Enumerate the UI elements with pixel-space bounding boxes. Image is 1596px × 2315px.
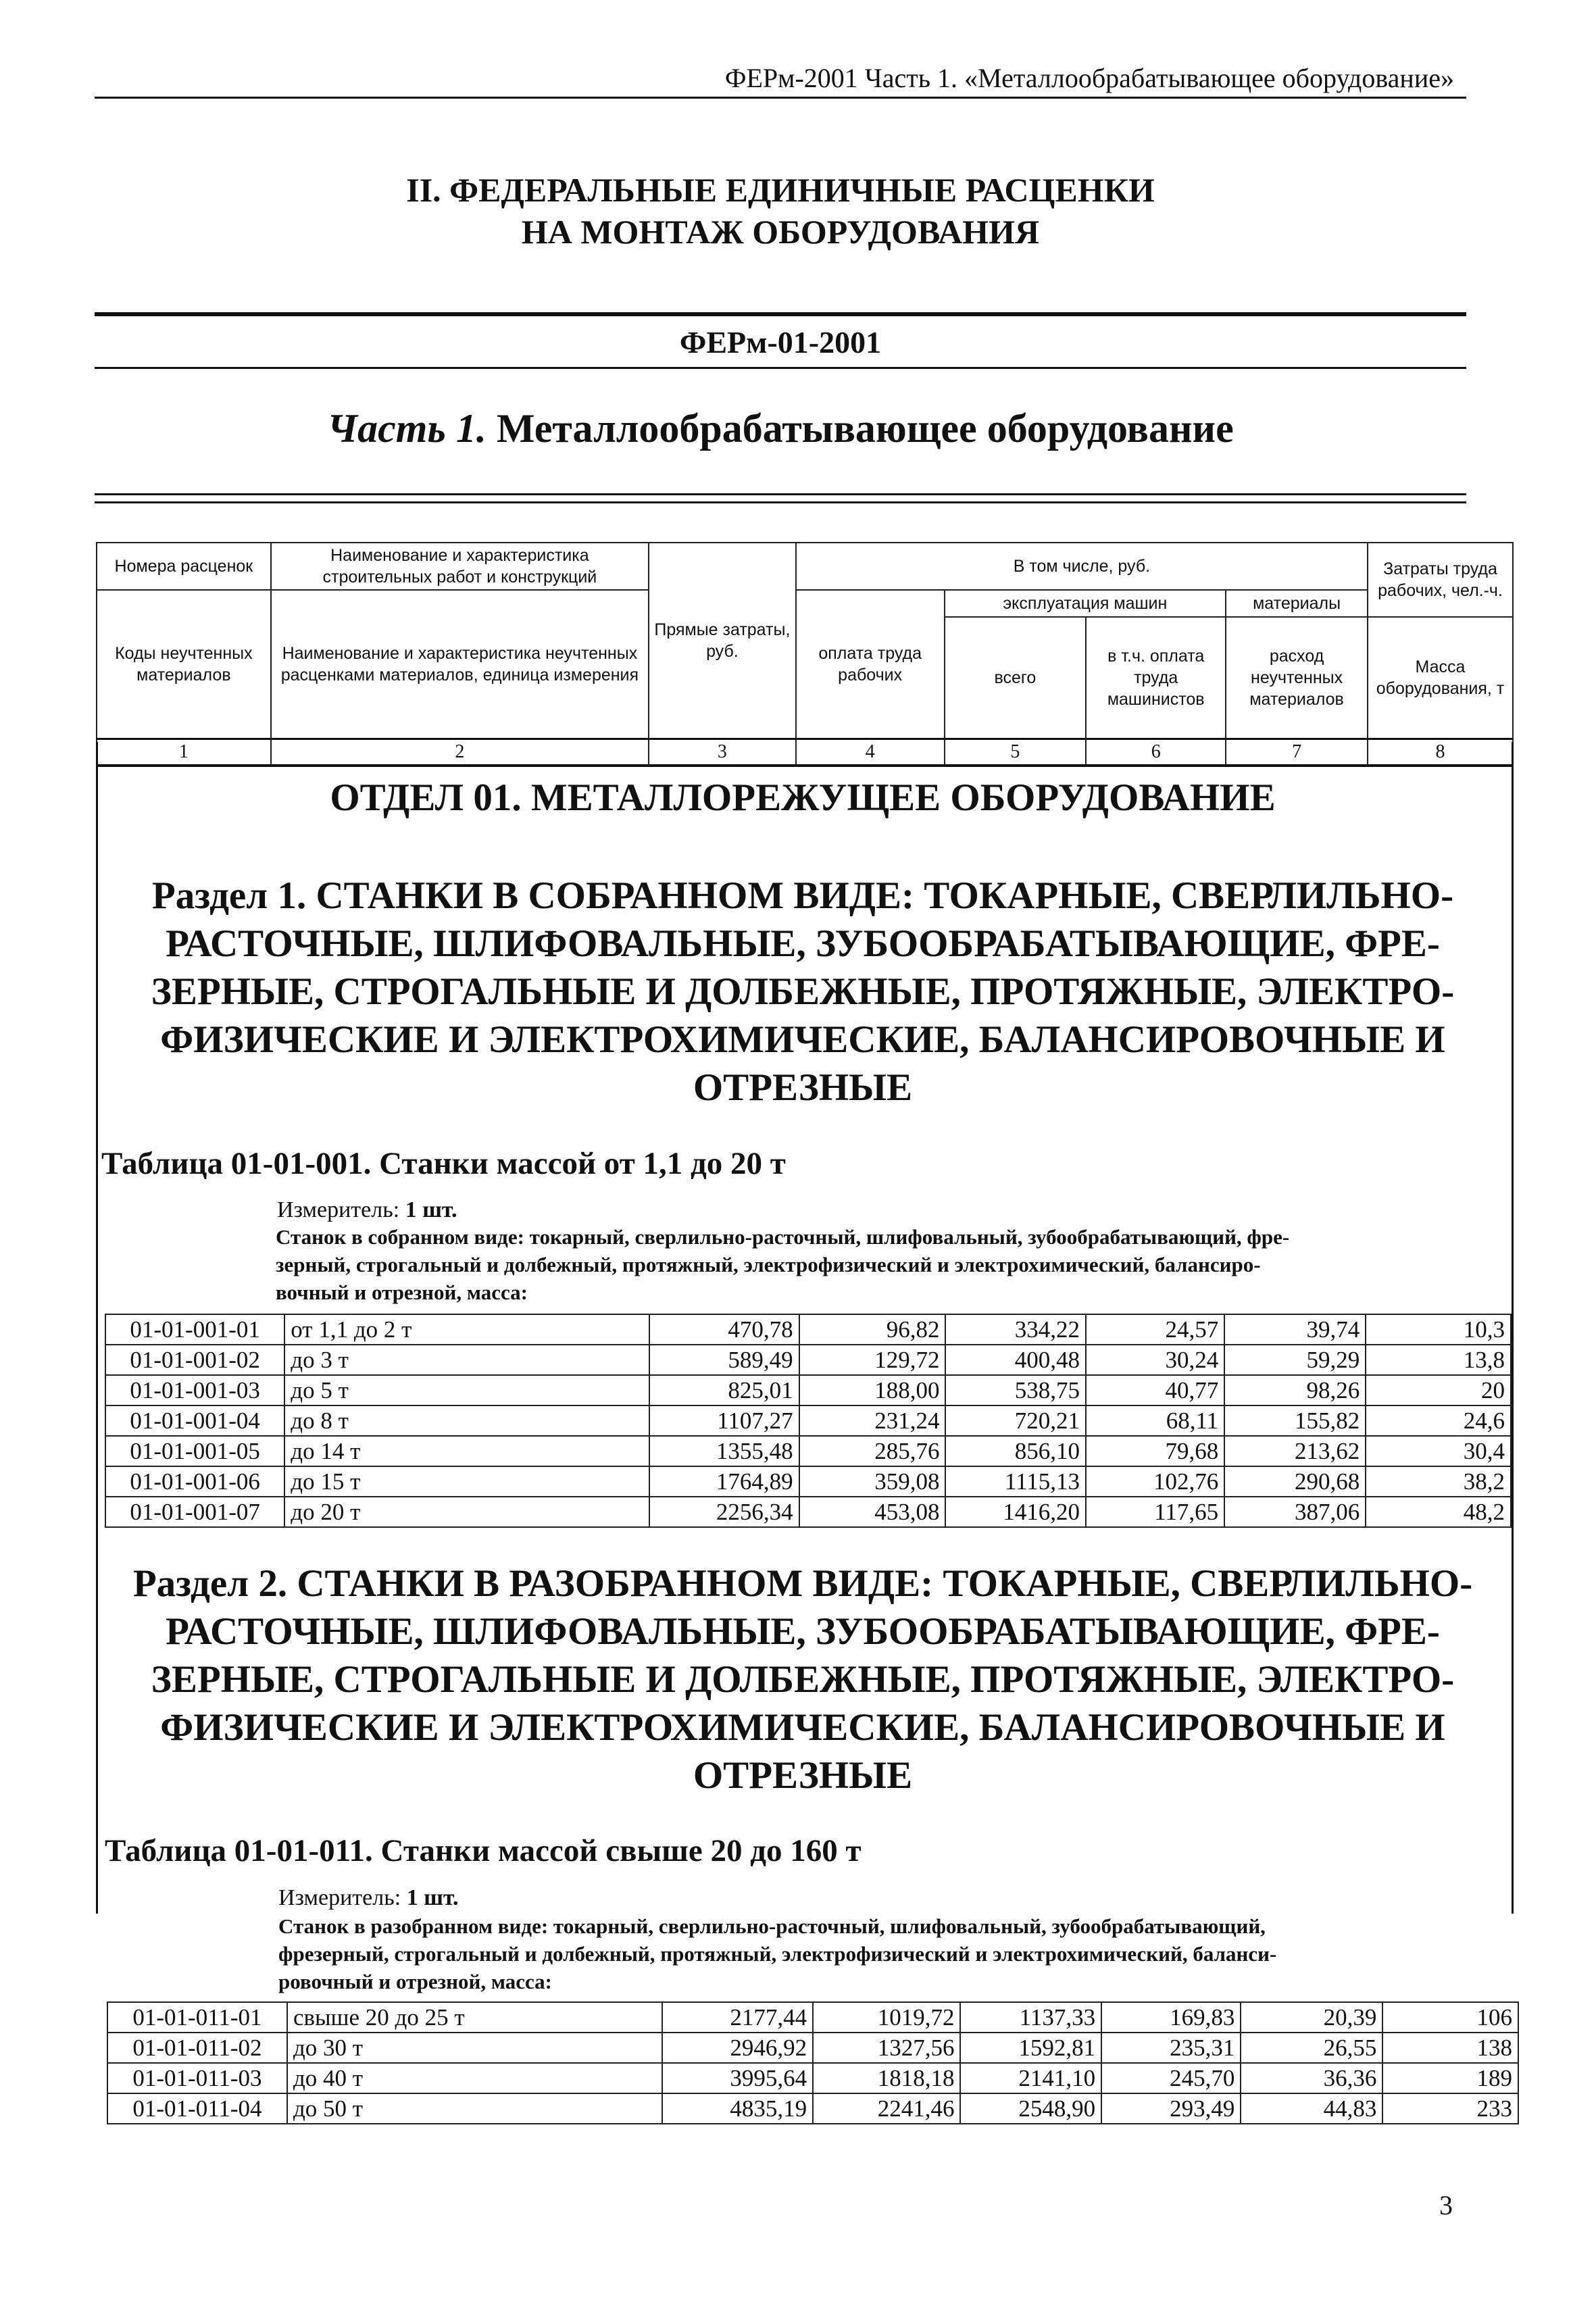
rate-name-cell: до 20 т [284, 1497, 649, 1527]
header-direct-costs: Прямые затраты, руб. [649, 543, 796, 739]
value-cell: 129,72 [799, 1345, 946, 1375]
section-title-line: ОТРЕЗНЫЕ [693, 1066, 913, 1109]
document-title-line: II. ФЕДЕРАЛЬНЫЕ ЕДИНИЧНЫЕ РАСЦЕНКИ [406, 171, 1155, 209]
value-cell: 2241,46 [813, 2093, 960, 2124]
rate-name-cell: от 1,1 до 2 т [284, 1314, 649, 1345]
column-number: 8 [1368, 739, 1513, 766]
value-cell: 20,39 [1241, 2002, 1382, 2033]
value-cell: 2177,44 [662, 2002, 813, 2033]
rate-name-cell: свыше 20 до 25 т [287, 2002, 662, 2033]
value-cell: 2548,90 [960, 2093, 1101, 2124]
header-machines: эксплуатация машин [945, 590, 1226, 617]
code-title: ФЕРм-01-2001 [679, 325, 882, 359]
document-title [95, 169, 1466, 253]
page-number: 3 [1439, 2190, 1453, 2220]
column-header-table [96, 542, 1514, 767]
header-labor-costs: Затраты труда рабочих, чел.-ч. [1368, 543, 1513, 617]
value-cell: 538,75 [945, 1375, 1086, 1405]
rate-code-cell: 01-01-011-04 [107, 2093, 287, 2124]
section-2-title [98, 1560, 1507, 1799]
header-machinist-pay: в т.ч. оплата труда машинистов [1086, 617, 1226, 739]
value-cell: 48,2 [1366, 1497, 1511, 1527]
header-machines-total: всего [945, 617, 1087, 739]
value-cell: 169,83 [1101, 2002, 1241, 2033]
title-rule [95, 312, 1466, 316]
table-row [107, 2002, 1518, 2033]
table-2-meter [278, 1885, 459, 1911]
section-title-line: Раздел 1. СТАНКИ В СОБРАННОМ ВИДЕ: ТОКАРНЫЕ, СВЕРЛИЛЬНО- [151, 874, 1454, 917]
rate-name-cell: до 8 т [284, 1405, 649, 1436]
value-cell: 39,74 [1224, 1314, 1366, 1345]
value-cell: 1327,56 [813, 2033, 960, 2063]
value-cell: 245,70 [1101, 2063, 1241, 2093]
value-cell: 96,82 [799, 1314, 946, 1345]
value-cell: 1764,89 [649, 1466, 799, 1497]
value-cell: 1818,18 [813, 2063, 960, 2093]
part-rule [95, 501, 1466, 503]
value-cell: 79,68 [1086, 1436, 1224, 1466]
value-cell: 68,11 [1086, 1405, 1224, 1436]
value-cell: 1137,33 [960, 2002, 1101, 2033]
value-cell: 188,00 [799, 1375, 946, 1405]
value-cell: 285,76 [799, 1436, 946, 1466]
value-cell: 98,26 [1224, 1375, 1366, 1405]
description-line: Станок в собранном виде: токарный, сверлильно-расточный, шлифовальный, зубообрабатывающий, фре- [276, 1225, 1290, 1249]
price-table-1 [105, 1314, 1512, 1528]
rate-code-cell: 01-01-001-05 [105, 1436, 284, 1466]
table-row [105, 1345, 1511, 1375]
description-line: ровочный и отрезной, масса: [278, 1970, 552, 1993]
value-cell: 290,68 [1224, 1466, 1366, 1497]
description-line: фрезерный, строгальный и долбежный, протяжный, электрофизический и электрохимический, баланси- [278, 1942, 1277, 1966]
value-cell: 334,22 [945, 1314, 1086, 1345]
value-cell: 1107,27 [649, 1405, 799, 1436]
section-title-line: ЗЕРНЫЕ, СТРОГАЛЬНЫЕ И ДОЛБЕЖНЫЕ, ПРОТЯЖНЫЕ, ЭЛЕКТРО- [151, 970, 1455, 1013]
value-cell: 387,06 [1224, 1497, 1366, 1527]
value-cell: 4835,19 [662, 2093, 813, 2124]
table-1-description [276, 1223, 1512, 1306]
rate-name-cell: до 50 т [287, 2093, 662, 2124]
value-cell: 231,24 [799, 1405, 946, 1436]
table-1-meter [277, 1197, 457, 1223]
rate-code-cell: 01-01-001-06 [105, 1466, 284, 1497]
rate-code-cell: 01-01-001-04 [105, 1405, 284, 1436]
value-cell: 117,65 [1086, 1497, 1224, 1527]
rate-name-cell: до 14 т [284, 1436, 649, 1466]
value-cell: 856,10 [945, 1436, 1086, 1466]
rate-code-cell: 01-01-001-02 [105, 1345, 284, 1375]
value-cell: 293,49 [1101, 2093, 1241, 2124]
header-work-name: Наименование и характеристика строительных работ и конструкций [271, 543, 649, 590]
rate-code-cell: 01-01-011-03 [107, 2063, 287, 2093]
description-line: зерный, строгальный и долбежный, протяжный, электрофизический и электрохимический, балансиро- [276, 1253, 1261, 1276]
value-cell: 10,3 [1366, 1314, 1511, 1345]
description-line: Станок в разобранном виде: токарный, сверлильно-расточный, шлифовальный, зубообрабатывающий, [278, 1914, 1266, 1938]
value-cell: 213,62 [1224, 1436, 1366, 1466]
header-worker-pay: оплата труда рабочих [796, 590, 945, 739]
header-rate-number: Номера расценок [97, 543, 271, 590]
section-title-line: РАСТОЧНЫЕ, ШЛИФОВАЛЬНЫЕ, ЗУБООБРАБАТЫВАЮЩИЕ, ФРЕ- [166, 922, 1440, 965]
value-cell: 235,31 [1101, 2033, 1241, 2063]
value-cell: 138 [1382, 2033, 1518, 2063]
value-cell: 102,76 [1086, 1466, 1224, 1497]
header-materials: материалы [1226, 590, 1368, 617]
rate-code-cell: 01-01-001-07 [105, 1497, 284, 1527]
value-cell: 40,77 [1086, 1375, 1224, 1405]
value-cell: 470,78 [649, 1314, 799, 1345]
header-material-codes: Коды неучтенных материалов [97, 590, 271, 739]
meter-value: 1 шт. [406, 1885, 459, 1910]
value-cell: 233 [1382, 2093, 1518, 2124]
value-cell: 400,48 [945, 1345, 1086, 1375]
description-line: вочный и отрезной, масса: [276, 1280, 528, 1304]
value-cell: 1355,48 [649, 1436, 799, 1466]
value-cell: 825,01 [649, 1375, 799, 1405]
table-row [105, 1405, 1511, 1436]
rate-name-cell: до 30 т [287, 2033, 662, 2063]
value-cell: 155,82 [1224, 1405, 1366, 1436]
value-cell: 44,83 [1241, 2093, 1382, 2124]
column-number: 4 [796, 739, 945, 766]
price-table-2 [107, 2001, 1519, 2124]
table-row [105, 1497, 1511, 1527]
rate-code-cell: 01-01-001-01 [105, 1314, 284, 1345]
rate-code-cell: 01-01-001-03 [105, 1375, 284, 1405]
value-cell: 38,2 [1366, 1466, 1511, 1497]
column-number: 1 [97, 739, 271, 766]
table-2-description [278, 1912, 1515, 1995]
rate-name-cell: до 3 т [284, 1345, 649, 1375]
meter-value: 1 шт. [405, 1197, 457, 1222]
table-row [105, 1466, 1511, 1497]
value-cell: 1115,13 [945, 1466, 1086, 1497]
value-cell: 13,8 [1366, 1345, 1511, 1375]
header-equipment-mass: Масса оборудования, т [1368, 617, 1513, 739]
column-number: 3 [649, 739, 796, 766]
meter-label: Измеритель: [277, 1197, 400, 1222]
value-cell: 589,49 [649, 1345, 799, 1375]
running-head-text: ФЕРм-2001 Часть 1. «Металлообрабатывающее оборудование» [724, 63, 1454, 93]
value-cell: 2946,92 [662, 2033, 813, 2063]
value-cell: 453,08 [799, 1497, 946, 1527]
table-row [107, 2093, 1518, 2124]
document-title-line: НА МОНТАЖ ОБОРУДОВАНИЯ [521, 213, 1040, 251]
table-row [105, 1314, 1511, 1345]
value-cell: 189 [1382, 2063, 1518, 2093]
value-cell: 20 [1366, 1375, 1511, 1405]
section-title-line: ФИЗИЧЕСКИЕ И ЭЛЕКТРОХИМИЧЕСКИЕ, БАЛАНСИРОВОЧНЫЕ И [160, 1018, 1445, 1061]
section-title-line: РАСТОЧНЫЕ, ШЛИФОВАЛЬНЫЕ, ЗУБООБРАБАТЫВАЮЩИЕ, ФРЕ- [166, 1610, 1440, 1653]
section-title-line: ОТРЕЗНЫЕ [693, 1754, 913, 1797]
value-cell: 359,08 [799, 1466, 946, 1497]
table-2-title: Таблица 01-01-011. Станки массой свыше 20 до 160 т [105, 1833, 862, 1868]
meter-label: Измеритель: [278, 1885, 401, 1910]
value-cell: 1019,72 [813, 2002, 960, 2033]
value-cell: 720,21 [945, 1405, 1086, 1436]
table-1-title: Таблица 01-01-001. Станки массой от 1,1 до 20 т [101, 1146, 786, 1181]
column-number: 5 [945, 739, 1087, 766]
value-cell: 1592,81 [960, 2033, 1101, 2063]
value-cell: 2141,10 [960, 2063, 1101, 2093]
value-cell: 36,36 [1241, 2063, 1382, 2093]
part-title [95, 405, 1466, 452]
part-rule [95, 493, 1466, 495]
department-title: ОТДЕЛ 01. МЕТАЛЛОРЕЖУЩЕЕ ОБОРУДОВАНИЕ [330, 776, 1276, 819]
value-cell: 24,6 [1366, 1405, 1511, 1436]
value-cell: 30,4 [1366, 1436, 1511, 1466]
section-title-line: Раздел 2. СТАНКИ В РАЗОБРАННОМ ВИДЕ: ТОКАРНЫЕ, СВЕРЛИЛЬНО- [132, 1562, 1473, 1605]
value-cell: 3995,64 [662, 2063, 813, 2093]
rate-name-cell: до 40 т [287, 2063, 662, 2093]
rate-name-cell: до 5 т [284, 1375, 649, 1405]
value-cell: 30,24 [1086, 1345, 1224, 1375]
column-number: 2 [271, 739, 649, 766]
rate-code-cell: 01-01-011-02 [107, 2033, 287, 2063]
value-cell: 59,29 [1224, 1345, 1366, 1375]
section-title-line: ЗЕРНЫЕ, СТРОГАЛЬНЫЕ И ДОЛБЕЖНЫЕ, ПРОТЯЖНЫЕ, ЭЛЕКТРО- [151, 1658, 1455, 1701]
table-row [107, 2063, 1518, 2093]
value-cell: 2256,34 [649, 1497, 799, 1527]
part-label: Часть 1. [327, 406, 487, 451]
section-1-title [98, 872, 1507, 1112]
value-cell: 24,57 [1086, 1314, 1224, 1345]
value-cell: 106 [1382, 2002, 1518, 2033]
table-row [105, 1436, 1511, 1466]
header-in-total: В том числе, руб. [796, 543, 1368, 590]
value-cell: 1416,20 [945, 1497, 1086, 1527]
rate-name-cell: до 15 т [284, 1466, 649, 1497]
value-cell: 26,55 [1241, 2033, 1382, 2063]
title-rule [95, 367, 1466, 369]
header-material-name: Наименование и характеристика неучтенных расценками материалов, единица измерения [271, 590, 649, 739]
column-number: 7 [1226, 739, 1368, 766]
section-title-line: ФИЗИЧЕСКИЕ И ЭЛЕКТРОХИМИЧЕСКИЕ, БАЛАНСИРОВОЧНЫЕ И [160, 1706, 1445, 1749]
running-head [95, 62, 1466, 99]
part-name: Металлообрабатывающее оборудование [496, 406, 1234, 451]
table-row [105, 1375, 1511, 1405]
column-number: 6 [1086, 739, 1226, 766]
rate-code-cell: 01-01-011-01 [107, 2002, 287, 2033]
table-row [107, 2033, 1518, 2063]
header-material-consumption: расход неучтенных материалов [1226, 617, 1368, 739]
